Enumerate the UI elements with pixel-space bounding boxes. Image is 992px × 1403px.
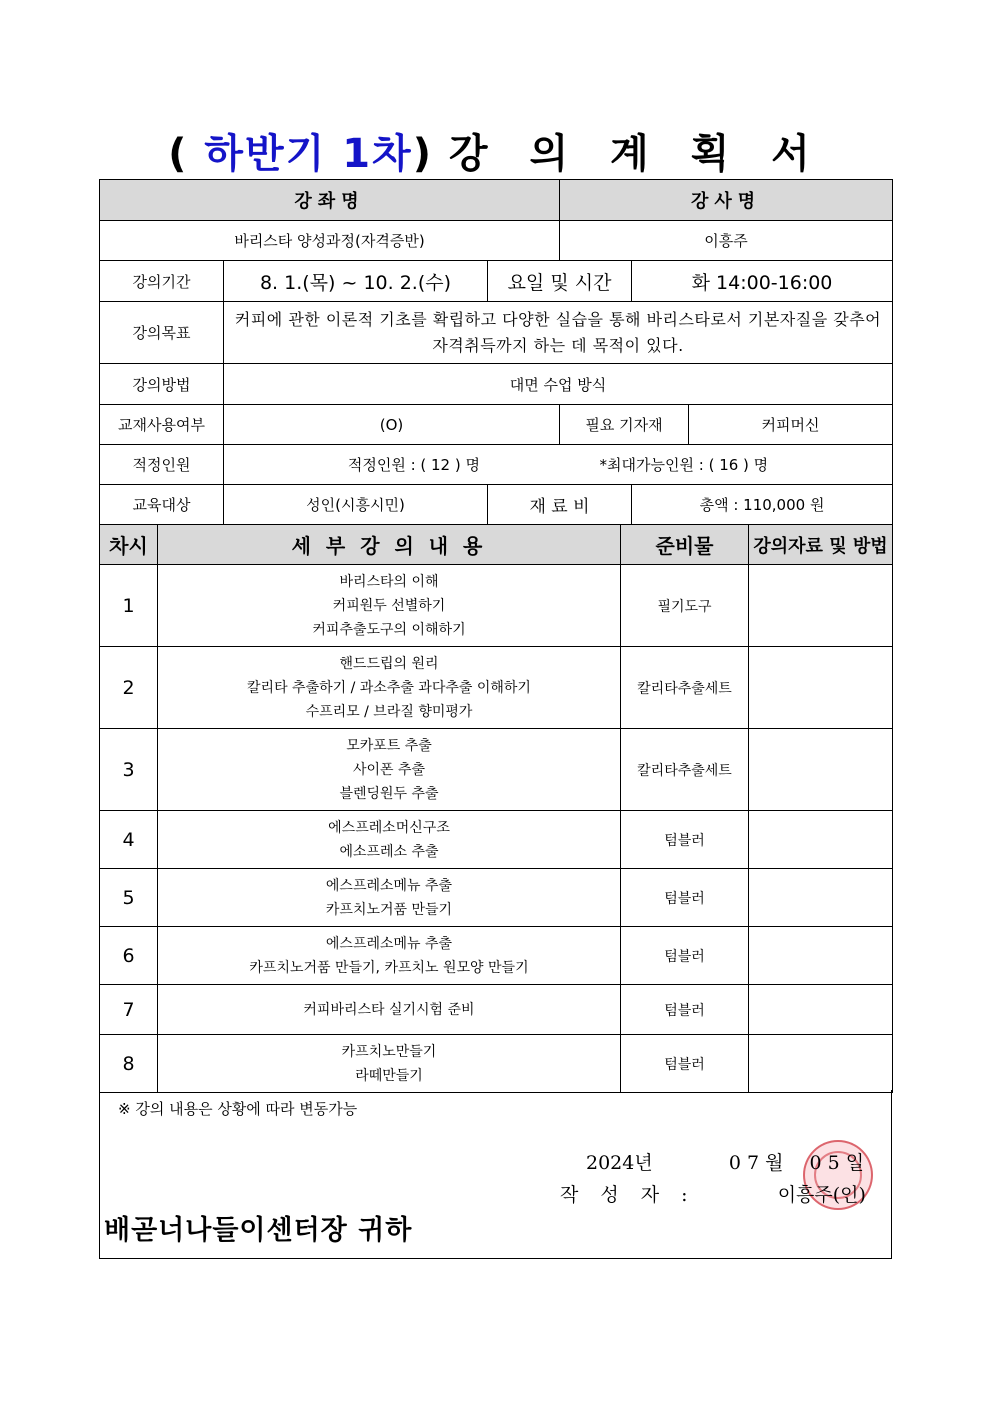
fee-label: 재 료 비: [488, 485, 632, 525]
time-value: 화 14:00-16:00: [632, 261, 893, 302]
session-number: 7: [100, 985, 158, 1035]
content-line: 카프치노거품 만들기, 카프치노 원모양 만들기: [249, 959, 529, 976]
target-value: 성인(시흥시민): [224, 485, 488, 525]
session-header: 차시: [100, 525, 158, 565]
title-main: 강 의 계 획 서: [448, 131, 824, 177]
document-title: [0, 122, 992, 179]
schedule-row: [100, 647, 893, 729]
schedule-row: [100, 1035, 893, 1093]
session-material: [749, 927, 893, 985]
session-material: [749, 1035, 893, 1093]
method-value: 대면 수업 방식: [224, 364, 893, 405]
writer-name: 이흥주(인): [777, 1184, 866, 1206]
title-open-paren: (: [168, 131, 189, 177]
target-label: 교육대상: [100, 485, 224, 525]
content-line: 핸드드립의 원리: [339, 655, 439, 672]
content-line: 모카포트 추출: [346, 737, 432, 754]
date-year: 2024년: [586, 1152, 653, 1174]
session-number: 4: [100, 811, 158, 869]
schedule-row: [100, 565, 893, 647]
goal-value: 커피에 관한 이론적 기초를 확립하고 다양한 실습을 통해 바리스타로서 기본자질을 갖추어 자격취득까지 하는 데 목적이 있다.: [224, 302, 893, 364]
session-prep: 칼리타추출세트: [621, 647, 749, 729]
session-content: [158, 927, 621, 985]
goal-label: 강의목표: [100, 302, 224, 364]
document-date: [586, 1148, 864, 1175]
textbook-label: 교재사용여부: [100, 405, 224, 445]
equipment-label: 필요 기자재: [560, 405, 689, 445]
content-line: 커피바리스타 실기시험 준비: [303, 1001, 475, 1018]
content-line: 라떼만들기: [355, 1067, 423, 1084]
title-highlight: 하반기 1차: [204, 131, 413, 177]
period-value: 8. 1.(목) ~ 10. 2.(수): [224, 261, 488, 302]
session-prep: 텀블러: [621, 927, 749, 985]
session-content: [158, 985, 621, 1035]
content-line: 블렌딩원두 추출: [339, 785, 439, 802]
session-number: 5: [100, 869, 158, 927]
session-content: [158, 811, 621, 869]
session-content: [158, 647, 621, 729]
content-line: 에스프레소메뉴 추출: [325, 877, 453, 894]
prep-header: 준비물: [621, 525, 749, 565]
content-line: 수프리모 / 브라질 향미평가: [305, 703, 473, 720]
content-line: 카프치노만들기: [341, 1043, 437, 1060]
schedule-row: [100, 729, 893, 811]
session-content: [158, 729, 621, 811]
session-number: 3: [100, 729, 158, 811]
session-prep: 텀블러: [621, 869, 749, 927]
content-line: 커피추출도구의 이해하기: [312, 621, 466, 638]
session-material: [749, 565, 893, 647]
session-prep: 텀블러: [621, 985, 749, 1035]
session-material: [749, 811, 893, 869]
schedule-row: [100, 985, 893, 1035]
content-line: 사이폰 추출: [352, 761, 426, 778]
instructor-header: 강사명: [560, 180, 893, 221]
capacity-max: *최대가능인원 : ( 16 ) 명: [599, 456, 769, 474]
change-note: ※ 강의 내용은 상황에 따라 변동가능: [118, 1100, 358, 1118]
capacity-label: 적정인원: [100, 445, 224, 485]
title-close-paren: ): [412, 131, 433, 177]
capacity-value: 적정인원 : ( 12 ) 명: [347, 456, 480, 474]
instructor-name: 이흥주: [560, 221, 893, 261]
writer-line: [560, 1180, 866, 1207]
content-line: 카프치노거품 만들기: [325, 901, 453, 918]
content-line: 칼리타 추출하기 / 과소추출 과다추출 이해하기: [247, 679, 531, 696]
course-name-header: 강좌명: [100, 180, 560, 221]
content-line: 커피원두 선별하기: [332, 597, 446, 614]
material-header: 강의자료 및 방법: [749, 525, 893, 565]
date-day: 0 5 일: [809, 1152, 865, 1174]
session-material: [749, 985, 893, 1035]
capacity-cell: [224, 445, 893, 485]
schedule-table: [99, 524, 893, 1093]
schedule-row: [100, 869, 893, 927]
content-line: 에스프레소메뉴 추출: [325, 935, 453, 952]
period-label: 강의기간: [100, 261, 224, 302]
time-label: 요일 및 시간: [488, 261, 632, 302]
session-number: 8: [100, 1035, 158, 1093]
session-number: 2: [100, 647, 158, 729]
session-material: [749, 869, 893, 927]
session-number: 6: [100, 927, 158, 985]
session-material: [749, 647, 893, 729]
writer-label: 작 성 자 :: [560, 1184, 696, 1206]
equipment-value: 커피머신: [689, 405, 893, 445]
session-number: 1: [100, 565, 158, 647]
session-content: [158, 869, 621, 927]
session-prep: 칼리타추출세트: [621, 729, 749, 811]
course-name: 바리스타 양성과정(자격증반): [100, 221, 560, 261]
date-month: 0 7 월: [728, 1152, 784, 1174]
session-prep: 텀블러: [621, 1035, 749, 1093]
course-info-table: [99, 179, 893, 525]
method-label: 강의방법: [100, 364, 224, 405]
schedule-row: [100, 811, 893, 869]
session-material: [749, 729, 893, 811]
footer-box: [99, 1090, 892, 1259]
content-line: 바리스타의 이해: [339, 573, 439, 590]
session-content: [158, 565, 621, 647]
content-line: 에스프레소머신구조: [328, 819, 450, 836]
session-content: [158, 1035, 621, 1093]
fee-value: 총액 : 110,000 원: [632, 485, 893, 525]
session-prep: 텀블러: [621, 811, 749, 869]
content-line: 에소프레소 추출: [339, 843, 439, 860]
session-prep: 필기도구: [621, 565, 749, 647]
textbook-value: (O): [224, 405, 560, 445]
addressee: 배곧너나들이센터장 귀하: [104, 1215, 413, 1246]
content-header: 세 부 강 의 내 용: [158, 525, 621, 565]
schedule-row: [100, 927, 893, 985]
